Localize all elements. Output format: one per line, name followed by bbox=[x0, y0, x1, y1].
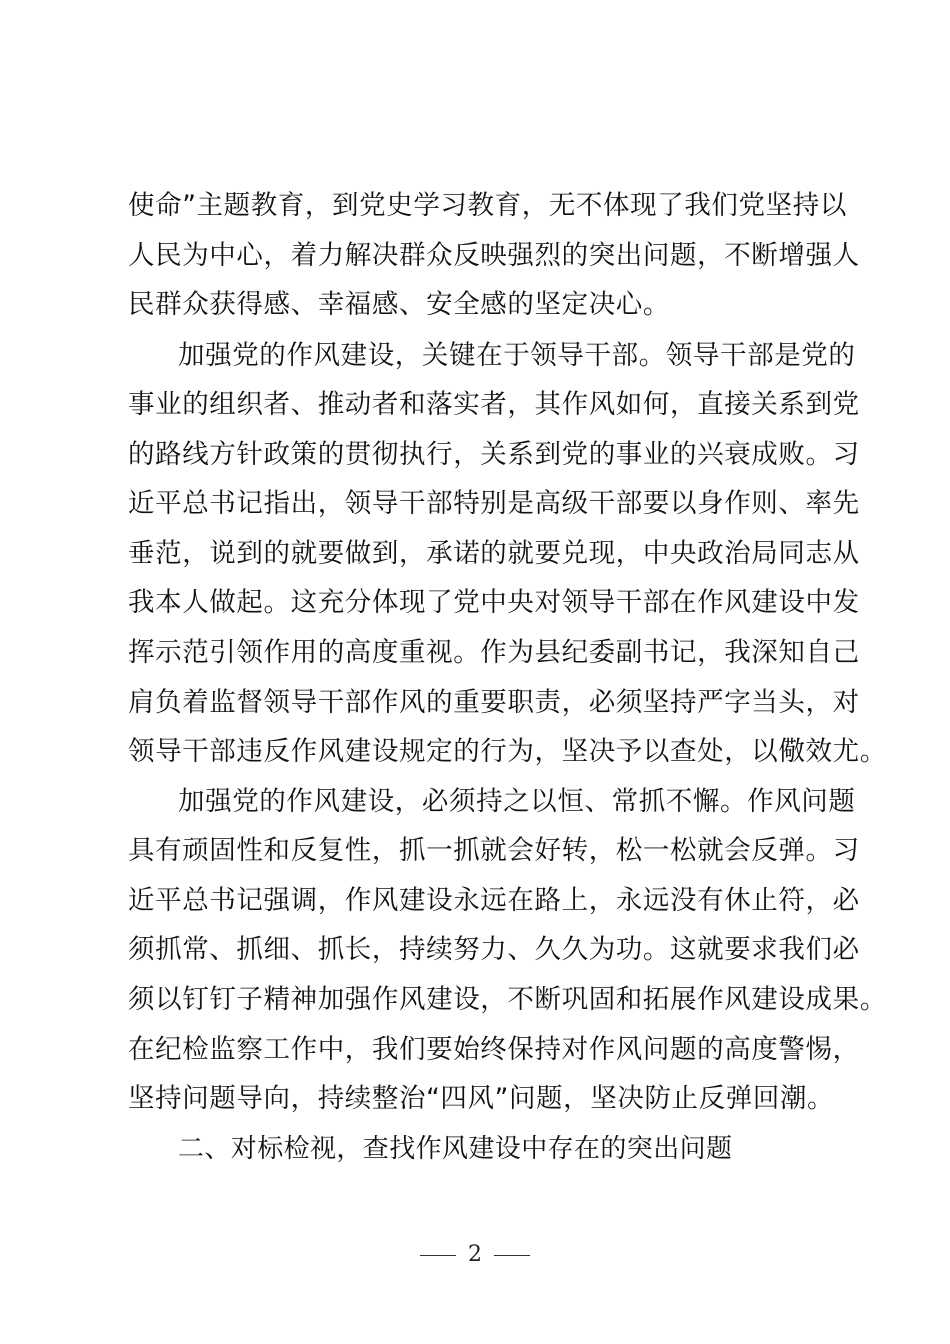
paragraph-line: 在纪检监察工作中，我们要始终保持对作风问题的高度警惕， bbox=[128, 1034, 860, 1065]
footer-dash-right bbox=[494, 1255, 530, 1256]
paragraph-line: 加强党的作风建设，必须持之以恒、常抓不懈。作风问题 bbox=[178, 786, 856, 817]
paragraph-line: 具有顽固性和反复性，抓一抓就会好转，松一松就会反弹。习 bbox=[128, 835, 860, 866]
paragraph-line: 人民为中心，着力解决群众反映强烈的突出问题，不断增强人 bbox=[128, 240, 860, 271]
page-number: 2 bbox=[468, 1242, 482, 1267]
paragraph-line: 垂范，说到的就要做到，承诺的就要兑现，中央政治局同志从 bbox=[128, 538, 860, 569]
paragraph-line: 加强党的作风建设，关键在于领导干部。领导干部是党的 bbox=[178, 340, 856, 371]
paragraph-line: 坚持问题导向，持续整治“四风”问题，坚决防止反弹回潮。 bbox=[128, 1083, 835, 1114]
paragraph-line: 须抓常、抓细、抓长，持续努力、久久为功。这就要求我们必 bbox=[128, 934, 860, 965]
paragraph-line: 近平总书记指出，领导干部特别是高级干部要以身作则、率先 bbox=[128, 488, 860, 519]
page-footer bbox=[0, 1238, 950, 1272]
paragraph-line: 的路线方针政策的贯彻执行，关系到党的事业的兴衰成败。习 bbox=[128, 439, 860, 470]
paragraph-line: 肩负着监督领导干部作风的重要职责，必须坚持严字当头，对 bbox=[128, 687, 860, 718]
section-heading: 二、对标检视，查找作风建设中存在的突出问题 bbox=[178, 1134, 733, 1164]
paragraph-line: 我本人做起。这充分体现了党中央对领导干部在作风建设中发 bbox=[128, 587, 860, 618]
footer-dash-left bbox=[420, 1255, 456, 1256]
paragraph-line: 领导干部违反作风建设规定的行为，坚决予以查处，以儆效尤。 bbox=[128, 736, 887, 767]
paragraph-line: 事业的组织者、推动者和落实者，其作风如何，直接关系到党 bbox=[128, 389, 860, 420]
paragraph-line: 挥示范引领作用的高度重视。作为县纪委副书记，我深知自己 bbox=[128, 637, 860, 668]
paragraph-line: 民群众获得感、幸福感、安全感的坚定决心。 bbox=[128, 289, 670, 320]
paragraph-line: 近平总书记强调，作风建设永远在路上，永远没有休止符，必 bbox=[128, 885, 860, 916]
paragraph-line: 使命”主题教育，到党史学习教育，无不体现了我们党坚持以 bbox=[128, 190, 847, 221]
paragraph-line: 须以钉钉子精神加强作风建设，不断巩固和拓展作风建设成果。 bbox=[128, 984, 887, 1015]
